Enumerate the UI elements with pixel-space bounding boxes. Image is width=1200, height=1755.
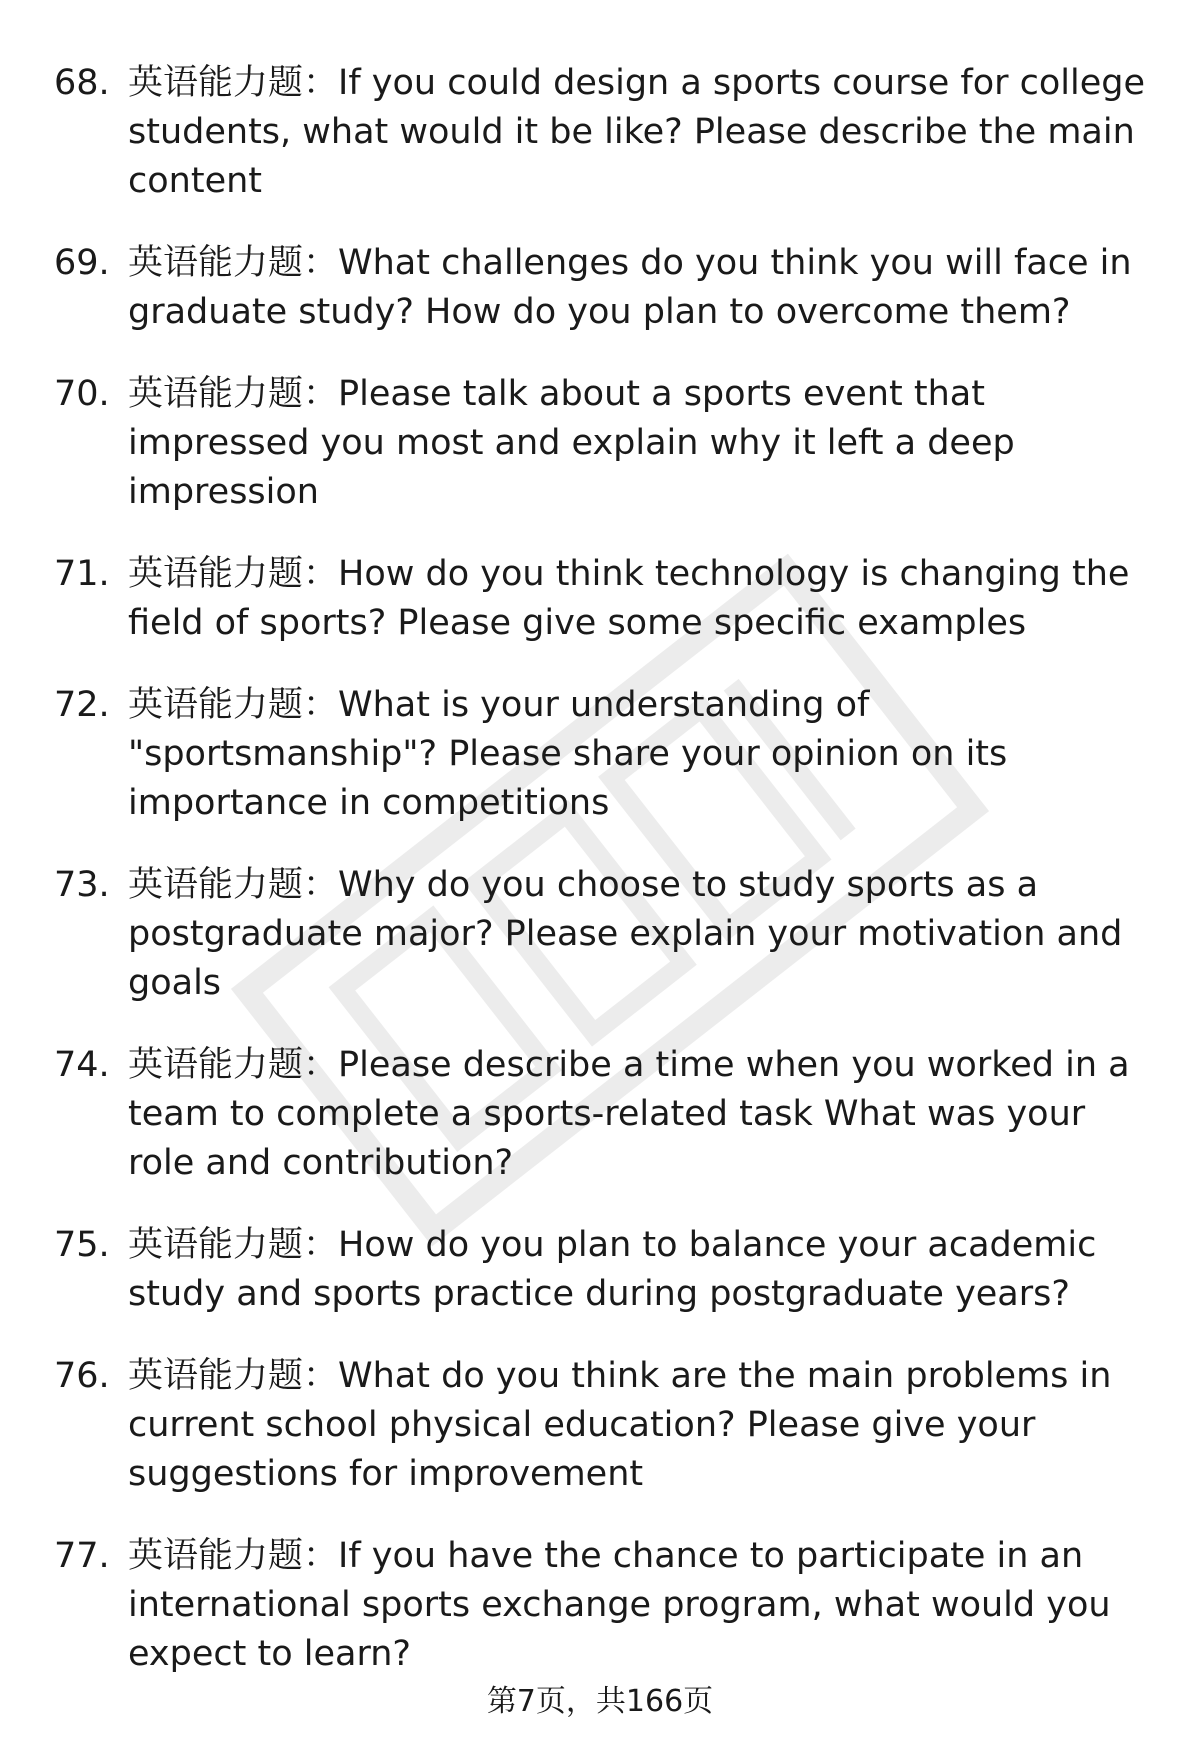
question-prefix: 英语能力题： — [128, 1356, 339, 1396]
question-item — [0, 239, 1200, 337]
question-number: 72. — [54, 685, 110, 725]
question-number: 75. — [54, 1225, 110, 1265]
question-number: 73. — [54, 865, 110, 905]
question-text: Please talk about a sports event that impressed you most and explain why it left a deep impression — [128, 374, 1015, 512]
question-text: What is your understanding of "sportsmanship"? Please share your opinion on its importance in competitions — [128, 685, 1008, 823]
question-item — [0, 370, 1200, 517]
question-number: 70. — [54, 374, 110, 414]
page-footer — [0, 1682, 1200, 1722]
question-text: What challenges do you think you will face in graduate study? How do you plan to overcome them? — [128, 243, 1132, 332]
question-item — [0, 550, 1200, 648]
question-number: 68. — [54, 63, 110, 103]
question-text: Why do you choose to study sports as a postgraduate major? Please explain your motivation and goals — [128, 865, 1123, 1003]
question-text: What do you think are the main problems in current school physical education? Please give your suggestions for improvement — [128, 1356, 1112, 1494]
question-list — [0, 59, 1200, 1712]
question-item — [0, 1221, 1200, 1319]
question-text: Please describe a time when you worked in a team to complete a sports-related task What was your role and contribution? — [128, 1045, 1130, 1183]
question-text: If you have the chance to participate in an international sports exchange program, what would you expect to learn? — [128, 1536, 1111, 1674]
question-text: If you could design a sports course for college students, what would it be like? Please describe the main content — [128, 63, 1146, 201]
question-number: 71. — [54, 554, 110, 594]
question-prefix: 英语能力题： — [128, 63, 339, 103]
question-number: 77. — [54, 1536, 110, 1576]
question-prefix: 英语能力题： — [128, 1225, 339, 1265]
question-prefix: 英语能力题： — [128, 243, 339, 283]
question-prefix: 英语能力题： — [128, 374, 339, 414]
question-item — [0, 1041, 1200, 1188]
question-number: 69. — [54, 243, 110, 283]
question-number: 74. — [54, 1045, 110, 1085]
question-text: How do you plan to balance your academic study and sports practice during postgraduate years? — [128, 1225, 1097, 1314]
question-item — [0, 861, 1200, 1008]
page-number-text: 第7页，共166页 — [486, 1684, 714, 1719]
question-prefix: 英语能力题： — [128, 865, 339, 905]
question-item — [0, 1532, 1200, 1679]
question-item — [0, 1352, 1200, 1499]
question-prefix: 英语能力题： — [128, 685, 339, 725]
question-prefix: 英语能力题： — [128, 554, 339, 594]
question-prefix: 英语能力题： — [128, 1045, 339, 1085]
question-item — [0, 59, 1200, 206]
question-prefix: 英语能力题： — [128, 1536, 339, 1576]
question-item — [0, 681, 1200, 828]
question-number: 76. — [54, 1356, 110, 1396]
question-text: How do you think technology is changing the field of sports? Please give some specific examples — [128, 554, 1130, 643]
